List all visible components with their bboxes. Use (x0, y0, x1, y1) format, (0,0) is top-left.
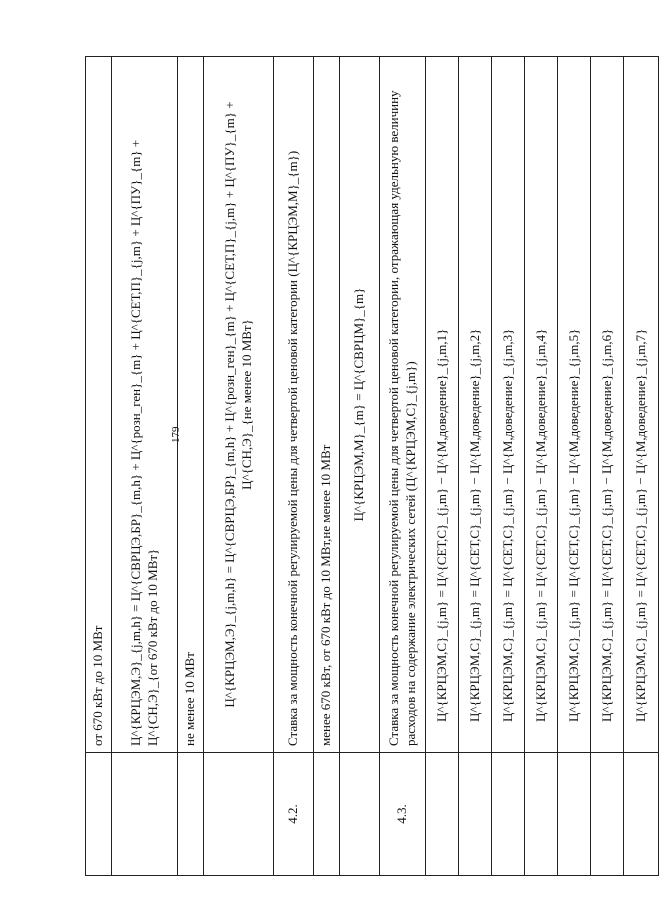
formula: Ц^{КРЦЭМ,С}_{j,m} = Ц^{СЕТ,С}_{j,m} − Ц^{М,доведение}_{j,m,7} (624, 57, 659, 753)
row-label: от 670 кВт до 10 МВт (86, 57, 112, 753)
table-row (525, 57, 558, 876)
formula: Ц^{КРЦЭМ,Э}_{j,m,h} = Ц^{СВРЦЭ,БР}_{m,h} + Ц^{розн_ген}_{m} + Ц^{СЕТ,П}_{j,m} + Ц^{ПУ}_{m} + Ц^{СН,Э}_{от 670 кВт до 10 МВт} (112, 57, 178, 753)
table-row (340, 57, 380, 876)
table-row (459, 57, 492, 876)
section-subtitle: менее 670 кВт, от 670 кВт до 10 МВт,не менее 10 МВт (314, 57, 340, 753)
formula: Ц^{КРЦЭМ,М}_{m} = Ц^{СВРЦМ}_{m} (340, 57, 380, 753)
table-row (86, 57, 112, 876)
table-row (112, 57, 178, 876)
section-title: Ставка за мощность конечной регулируемой цены для четвертой ценовой категории (Ц^{КРЦЭМ,М}_{m}) (274, 57, 314, 753)
table-row (178, 57, 204, 876)
formula: Ц^{КРЦЭМ,С}_{j,m} = Ц^{СЕТ,С}_{j,m} − Ц^{М,доведение}_{j,m,6} (591, 57, 624, 753)
table-row (314, 57, 340, 876)
formula: Ц^{КРЦЭМ,С}_{j,m} = Ц^{СЕТ,С}_{j,m} − Ц^{М,доведение}_{j,m,5} (558, 57, 591, 753)
formula: Ц^{КРЦЭМ,С}_{j,m} = Ц^{СЕТ,С}_{j,m} − Ц^{М,доведение}_{j,m,2} (459, 57, 492, 753)
row-label: не менее 10 МВт (178, 57, 204, 753)
table-row (204, 57, 274, 876)
tariff-table (85, 56, 659, 876)
table-row (624, 57, 659, 876)
table-row (492, 57, 525, 876)
formula: Ц^{КРЦЭМ,Э}_{j,m,h} = Ц^{СВРЦЭ,БР}_{m,h} + Ц^{розн_ген}_{m} + Ц^{СЕТ,П}_{j,m} + Ц^{ПУ}_{m} + Ц^{СН,Э}_{не менее 10 МВт} (204, 57, 274, 753)
rotated-table-wrapper (85, 56, 648, 876)
formula: Ц^{КРЦЭМ,С}_{j,m} = Ц^{СЕТ,С}_{j,m} − Ц^{М,доведение}_{j,m,4} (525, 57, 558, 753)
section-number: 4.3. (380, 753, 426, 876)
page-number: 179 (170, 426, 182, 443)
table-row (274, 57, 314, 876)
table-row (426, 57, 459, 876)
formula: Ц^{КРЦЭМ,С}_{j,m} = Ц^{СЕТ,С}_{j,m} − Ц^{М,доведение}_{j,m,1} (426, 57, 459, 753)
table-row (558, 57, 591, 876)
table-row (380, 57, 426, 876)
section-title: Ставка за мощность конечной регулируемой цены для четвертой ценовой категории, отражающая удельную величину расходов на содержание электрических сетей (Ц^{КРЦЭМ,С}_{j,m}) (380, 57, 426, 753)
table-row (591, 57, 624, 876)
formula: Ц^{КРЦЭМ,С}_{j,m} = Ц^{СЕТ,С}_{j,m} − Ц^{М,доведение}_{j,m,3} (492, 57, 525, 753)
section-number: 4.2. (274, 753, 314, 876)
